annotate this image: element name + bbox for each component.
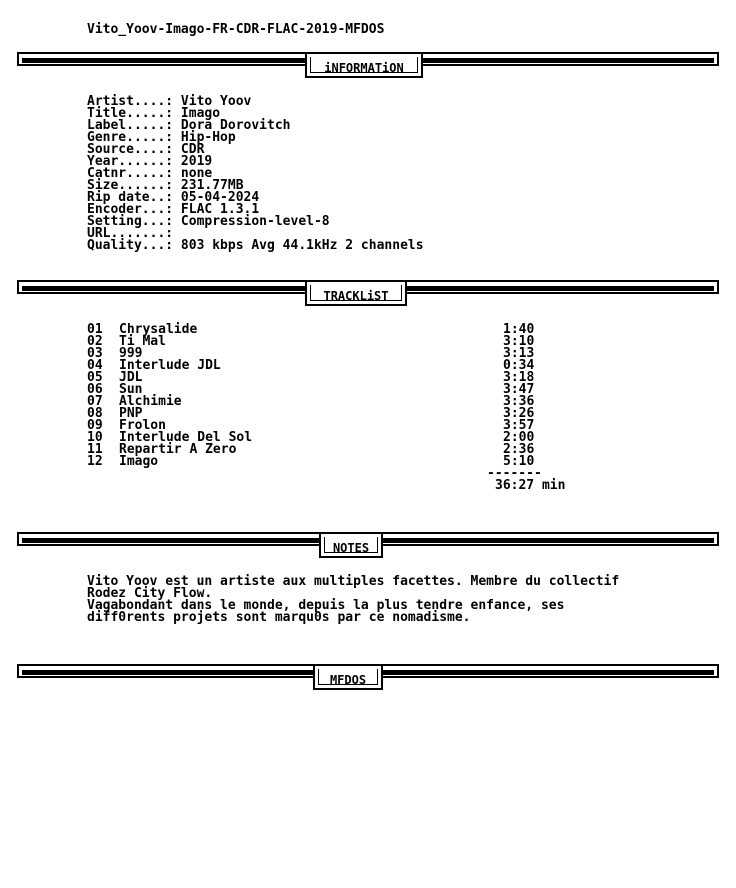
track-row: 12 Imago 5:10 <box>87 454 535 469</box>
info-size: Size......: 231.77MB <box>87 178 244 193</box>
track-row: 11 Repartir A Zero 2:36 <box>87 442 535 457</box>
notes-line: Vito Yoov est un artiste aux multiples facettes. Membre du collectif <box>87 574 620 589</box>
tracklist-heading: TRACKLiST <box>323 289 389 303</box>
info-catnr: Catnr.....: none <box>87 166 213 181</box>
information-banner <box>17 52 719 82</box>
track-row: 09 Frolon 3:57 <box>87 418 535 433</box>
total-time: 36:27 min <box>495 478 566 493</box>
track-row: 10 Interlude Del Sol 2:00 <box>87 430 535 445</box>
info-label: Label.....: Dora Dorovitch <box>87 118 291 133</box>
information-heading: iNFORMATiON <box>324 61 404 75</box>
total-separator: ------- <box>487 466 542 481</box>
release-title: Vito_Yoov-Imago-FR-CDR-FLAC-2019-MFDOS <box>87 22 385 37</box>
info-url: URL.......: <box>87 226 181 241</box>
info-source: Source....: CDR <box>87 142 205 157</box>
information-block <box>87 96 424 252</box>
info-genre: Genre.....: Hip-Hop <box>87 130 236 145</box>
tracklist <box>87 324 547 468</box>
track-row: 04 Interlude JDL 0:34 <box>87 358 535 373</box>
mfdos-heading: MFDOS <box>329 673 367 687</box>
info-rip-date: Rip date..: 05-04-2024 <box>87 190 260 205</box>
track-row: 02 Ti Mal 3:10 <box>87 334 535 349</box>
info-quality: Quality...: 803 kbps Avg 44.1kHz 2 channels <box>87 238 424 253</box>
notes-banner <box>17 532 719 562</box>
track-row: 08 PNP 3:26 <box>87 406 535 421</box>
track-row: 01 Chrysalide 1:40 <box>87 322 535 337</box>
info-year: Year......: 2019 <box>87 154 213 169</box>
notes-line: Rodez City Flow. <box>87 586 213 601</box>
tracklist-banner <box>17 280 719 310</box>
info-setting: Setting...: Compression-level-8 <box>87 214 330 229</box>
info-title: Title.....: Imago <box>87 106 221 121</box>
notes-block <box>87 576 619 624</box>
notes-line: diff0rents projets sont marqu0s par ce nomadisme. <box>87 610 471 625</box>
info-artist: Artist....: Vito Yoov <box>87 94 252 109</box>
track-row: 07 Alchimie 3:36 <box>87 394 535 409</box>
mfdos-banner <box>17 664 719 694</box>
notes-heading: NOTES <box>332 541 370 555</box>
notes-line: Vagabondant dans le monde, depuis la plus tendre enfance, ses <box>87 598 565 613</box>
track-row: 03 999 3:13 <box>87 346 535 361</box>
info-encoder: Encoder...: FLAC 1.3.1 <box>87 202 260 217</box>
track-row: 06 Sun 3:47 <box>87 382 535 397</box>
track-row: 05 JDL 3:18 <box>87 370 535 385</box>
